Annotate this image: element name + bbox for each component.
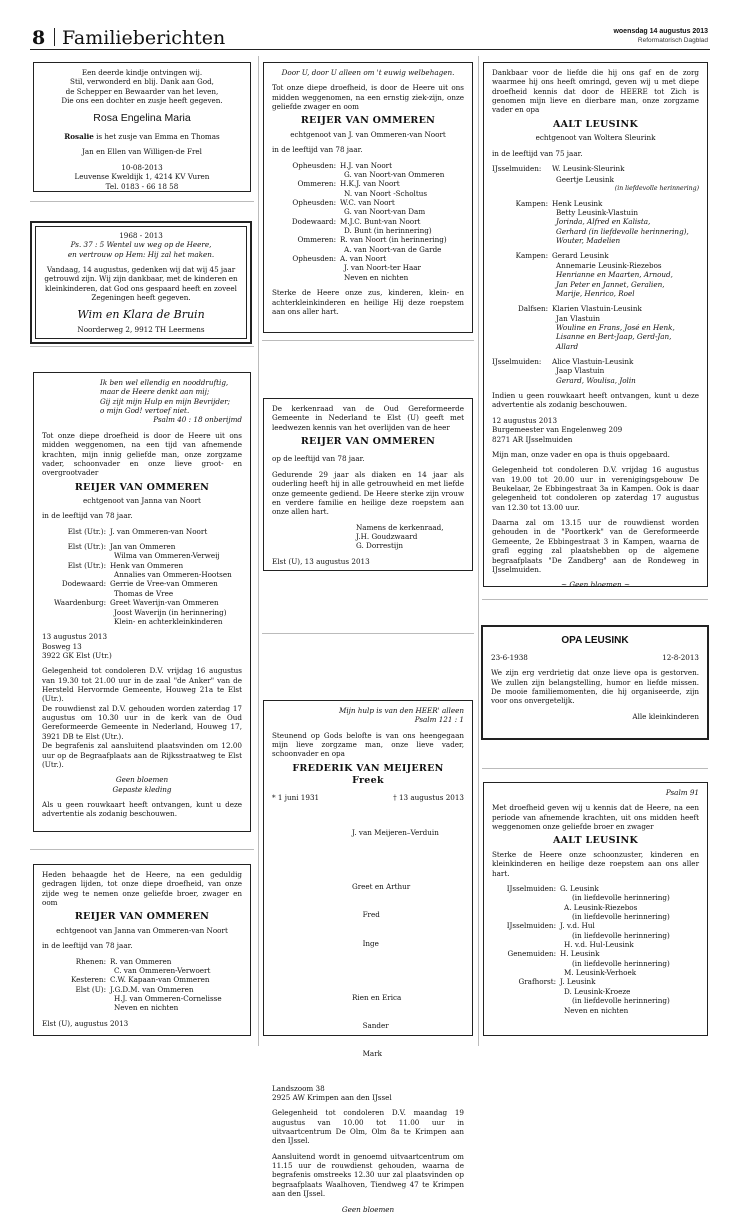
family-list: Opheusden: H.J. van Noort G. van Noort-van Ommeren Ommeren: H.K.J. van Noort N. van Noort -Scholtus Opheusden: W.C. van Noort G. van Noort-van Dam Dodewaard: M.J.C. Bunt-van Noort D. Bunt (in herinnering) Ommeren: R. van Noort (in herinnering) A. van Noort-van de Garde Opheusden: A. van Noort J. van Noort-ter Haar Neven en nichten [272,161,464,283]
rule [482,768,708,769]
home-note: Mijn man, onze vader en opa is thuis opgebaard. [492,449,670,459]
family-row: IJsselmuiden: Alice Vlastuin-Leusink [492,357,634,367]
family-row: Opheusden: A. van Noort [292,254,387,264]
family-row: Kampen: Gerard Leusink [515,251,609,261]
deceased-name: FREDERIK VAN MEIJEREN [292,762,444,774]
footer: Elst (U), 13 augustus 2013 [272,556,370,566]
street: Burgemeester van Engelenweg 209 [492,425,623,435]
rule [262,340,474,341]
years: 1968 - 2013 [119,231,163,240]
verse: Psalm 91 [665,788,699,797]
deceased-name: REIJER VAN OMMEREN [300,436,436,448]
family-row: IJsselmuiden: G. Leusink [506,883,599,893]
closing: Sterke de Heere onze schoonzuster, kinderen en kleinkinderen en heilige deze roepstem aan ons aller hart. [492,849,699,878]
street: Bosweg 13 [42,641,82,651]
spouse: echtgenoot van Janna van Ommeren-van Noort [56,925,228,935]
dress-note: Gepaste kleding [112,784,172,794]
city: 8271 AR IJsselmuiden [492,434,573,444]
deceased-name: OPA LEUSINK [561,635,629,646]
verse-reference: Psalm 40 : 18 onberijmd [153,415,242,425]
intro: Steunend op Gods belofte is van ons heengegaan mijn lieve zorgzame man, onze lieve vader, schoonvader en opa [272,730,464,759]
column-rule-1 [258,56,259,1046]
verse-reference: Psalm 121 : 1 [414,715,464,725]
deceased-name: REIJER VAN OMMEREN [74,481,210,493]
column-rule-2 [478,56,479,1046]
paper-name: Reformatorisch Dagblad [637,37,708,44]
nickname: Freek [352,775,384,787]
family-row: Elst (Utr.): Henk van Ommeren [67,560,184,570]
obituary-church-council [263,398,473,571]
deceased-name: AALT LEUSINK [552,835,639,847]
rule [30,201,254,202]
burial-info: De begrafenis zal aansluitend plaatsvinden om 12.00 uur op de Begraafplaats aan de Rijksstraatweg te Elst (Utr.). [42,741,242,769]
deceased-name: REIJER VAN OMMEREN [74,911,210,923]
page-header [30,24,710,50]
death-date: † 13 augustus 2013 [393,793,464,803]
family-row: Elst (Utr.): Jan van Ommeren [67,542,176,552]
family-list: IJsselmuiden: G. Leusink (in liefdevolle herinnering) A. Leusink-Riezebos (in liefdevolle herinnering) IJsselmuiden: J. v.d. Hul (in liefdevolle herinnering) H. v.d. Hul-Leusink Genemuiden: H. Leusink (in liefdevolle herinnering) M. Leusink-Verhoek Grafhorst: J. Leusink D. Leusink-Kroeze (in liefdevolle herinnering) Neven en nichten [492,884,699,1015]
street: Landszoom 38 [272,1083,325,1093]
city: 2925 AW Krimpen aan den IJssel [272,1092,392,1102]
footer: Elst (U), augustus 2013 [42,1018,129,1028]
family-row: Genemuiden: H. Leusink [507,949,600,959]
intro: Een deerde kindje ontvingen wij. Stil, verwonderd en blij. Dank aan God, de Schepper en Bewaarder van het leven, Die ons een dochter en zusje heeft gegeven. [61,68,223,106]
city: 3922 GK Elst (Utr.) [42,650,112,660]
baby-name: Rosa Engelina Maria [93,112,191,125]
obituary-frederik [263,700,473,1214]
family-row: IJsselmuiden: J. v.d. Hul [506,921,595,931]
section-title: Familieberichten [62,27,226,49]
intro: Tot onze diepe droefheid, is door de Heere uit ons midden weggenomen, na een ernstig ziek-zijn, onze geliefde zwager en oom [272,83,464,112]
family-list: J. van Meijeren–Verduin Greet en Arthur Fred Inge Rien en Erica Sander Mark [352,827,439,1059]
service-info: Aansluitend wordt in genoemd uitvaartcentrum om 11.15 uur de rouwdienst gehouden, waarna de begrafenis omstreeks 12.30 uur zal plaatsvinden op begraafplaats Waalhoven, Tiendweg 47 te Krimpen aan den IJssel. [272,1151,464,1199]
family-row: Grafhorst: J. Leusink [518,977,596,987]
family-row: Ommeren: R. van Noort (in herinnering) [297,235,447,245]
intro: Heden behaagde het de Heere, na een geduldig gedragen lijden, tot onze diepe droefheid, van onze zijde weg te nemen onze geliefde broer, zwager en oom [42,870,242,908]
verse-line: Ps. 37 : 5 Wentel uw weg op de Heere, [70,240,212,250]
death-date: 12-8-2013 [662,653,699,662]
verse: Door U, door U alleen om 't euwig welbehagen. [281,68,455,77]
family-row: Ommeren: H.K.J. van Noort [297,179,400,189]
couple-name: Wim en Klara de Bruin [77,307,205,321]
date: 13 augustus 2013 [42,632,108,642]
verse-line: en vertrouw op Hem: Hij zal het maken. [67,249,215,259]
address: Noorderweg 2, 9912 TH Leermens [77,324,205,334]
age: in de leeftijd van 78 jaar. [42,941,133,951]
obituary-opa-leusink [481,625,709,740]
sister-line: Rosalie is het zusje van Emma en Thomas [64,132,220,142]
obituary-aalt-family [483,62,708,590]
family-row: Rhenen: R. van Ommeren [75,956,172,966]
header-divider [54,28,55,46]
signature: Alle kleinkinderen [632,711,699,721]
family-row: Opheusden: H.J. van Noort [292,160,392,170]
rule [262,633,474,634]
dates [272,793,464,802]
intro: Tot onze diepe droefheid is door de Heere uit ons midden weggenomen, na een tijd van afnemende krachten, mijn innig geliefde man, onze zorgzame vader, schoonvader en onze lieve groot- en overgrootvader [42,430,242,478]
obituary-aalt-siblings [483,782,708,1036]
spouse: echtgenoot van Woltera Sleurink [535,133,656,143]
family-list: Rhenen: R. van Ommeren C. van Ommeren-Verwoert Kesteren: C.W. Kapaan-van Ommeren Elst (U): J.G.D.M. van Ommeren H.J. van Ommeren-Cornelisse Neven en nichten [42,957,242,1013]
birth-date: 23-6-1938 [491,653,528,662]
flowers-note: ~ Geen bloemen ~ [561,580,630,590]
flowers-note: Geen bloemen [115,775,169,785]
condolence-info: Gelegenheid tot condoleren D.V. vrijdag 16 augustus van 19.00 tot 20.00 uur in verenigingsgebouw De Beukelaar, 2e Ebbingestraat 3a in Kampen. Ook is daar gelegenheid tot condoleren op zaterdag 17 augustus van 12.30 tot 13.00 uur. [492,465,699,512]
family-row: IJsselmuiden: W. Leusink-Sleurink [492,163,625,173]
family-row: Elst (Utr.): J. van Ommeren-van Noort [67,526,208,536]
closing: Sterke de Heere onze zus, kinderen, klein- en achterkleinkinderen en heilige Hij deze roepstem aan ons aller hart. [272,288,464,316]
service-info: Daarna zal om 13.15 uur de rouwdienst worden gehouden in de "Poortkerk" van de Gereformeerde Gemeente, 2e Ebbingestraat 3 in Kampen, waarna de grafl egging zal plaatshebben op de algemene begraafplaats "De Zandberg" aan de Rondeweg in IJsselmuiden. [492,518,699,574]
birth-date: 10-08-2013 [121,162,163,172]
obituary-reijer-siblings [33,864,251,1036]
family-row: Dodewaard: M.J.C. Bunt-van Noort [291,216,421,226]
page-number: 8 [32,27,46,49]
text: We zijn erg verdrietig dat onze lieve opa is gestorven. We zullen zijn belangstelling, humor en liefde missen. De mooie familiemomenten, die hij organiseerde, zijn voor ons onvergetelijk. [491,668,699,706]
family-row: Kesteren: C.W. Kapaan-van Ommeren [70,975,210,985]
parents: Jan en Ellen van Willigen-de Frel [81,147,202,157]
issue-date: woensdag 14 augustus 2013 [613,28,708,35]
anniversary-announcement [30,221,252,344]
family-list: IJsselmuiden: W. Leusink-Sleurink Geertje Leusink (in liefdevolle herinnering) Kampen: Henk Leusink Betty Leusink-Vlastuin Jorinda, Alfred en Kalista, Gerhard (in liefdevolle herinnering), Wouter, Madelien Kampen: Gerard Leusink Annemarie Leusink-Riezebos Henrianne en Maarten, Arnoud, Jan Peter en Jannet, Geralien, Marije, Henrico, Roel Dalfsen: Klarien Vlastuin-Leusink Jan Vlastuin Wouline en Frans, José en Henk, Lisanne en Bert-Jaap, Gerd-Jan, Allard IJsselmuiden: Alice Vlastuin-Leusink Jaap Vlastuin Gerard, Woulisa, Jolin [492,163,699,385]
deceased-name: REIJER VAN OMMEREN [300,115,436,127]
grandchildren: Klein- en achterkleinkinderen [114,616,223,626]
family-row: Dodewaard: Gerrie de Vree-van Ommeren [61,579,218,589]
age: in de leeftijd van 78 jaar. [272,145,363,155]
verse: Mijn hulp is van den HEER' alleen [339,706,464,715]
text: Vandaag, 14 augustus, gedenken wij dat wij 45 jaar getrouwd zijn. Wij zijn dankbaar, met de kinderen en kleinkinderen, dat God ons gespaard heeft en zoveel Zegeningen heeft gegeven. [44,265,238,303]
age: op de leeftijd van 78 jaar. [272,454,365,464]
age: in de leeftijd van 75 jaar. [492,148,583,158]
service-info: De rouwdienst zal D.V. gehouden worden zaterdag 17 augustus om 10.30 uur in de kerk van de Oud Gereformeerde Gemeente in Nederland, Houweg 17, 3921 DB te Elst (Utr.). [42,703,242,741]
intro: Dankbaar voor de liefde die hij ons gaf en de zorg waarmee hij ons heeft omringd, geven wij u met diepe droefheid kennis dat door de HEERE tot Zich is genomen mijn lieve en dierbare man, onze zorgzame vader en opa [492,68,699,115]
family-row: Waardenburg: Greet Waverijn-van Ommeren [54,598,219,608]
spouse: echtgenoot van Janna van Noort [83,495,201,505]
family-row: Kampen: Henk Leusink [515,198,603,208]
text: Gedurende 29 jaar als diaken en 14 jaar als ouderling heeft hij in alle getrouwheid en met liefde onze gemeente gediend. De Heere sterke zijn vrouw en verdere familie en heilige deze roepstem aan onze allen hart. [272,469,464,517]
intro: Met droefheid geven wij u kennis dat de Heere, na een periode van afnemende krachten, uit ons midden heeft weggenomen onze geliefde broer en zwager [492,803,699,832]
telephone: Tel. 0183 - 66 18 58 [105,181,179,191]
no-card-note: Indien u geen rouwkaart heeft ontvangen, kunt u deze advertentie als zodanig beschouwen. [492,391,699,410]
family-row: Opheusden: W.C. van Noort [292,197,395,207]
birth-announcement [33,62,251,192]
condolence-info: Gelegenheid tot condoleren D.V. vrijdag 16 augustus van 19.30 tot 21.00 uur in de zaal "de Anker" van de Hersteld Hervormde Gemeente, Houweg 21a te Elst (Utr.). [42,666,242,704]
rule [30,346,254,347]
birth-date: * 1 juni 1931 [272,793,320,803]
address: Leuvense Kweldijk 1, 4214 KV Vuren [74,172,210,182]
dates [491,653,699,662]
closing: Als u geen rouwkaart heeft ontvangen, kunt u deze advertentie als zodanig beschouwen. [42,800,242,819]
condolence-info: Gelegenheid tot condoleren D.V. maandag 19 augustus van 10.00 tot 11.00 uur in uitvaartcentrum De Olm, Olm 8a te Krimpen aan den IJssel. [272,1108,464,1146]
obituary-reijer-inlaws [263,62,473,333]
obituary-reijer-family [33,372,251,832]
intro: De kerkenraad van de Oud Gereformeerde Gemeente in Nederland te Elst (U) geeft met leedwezen kennis van het overlijden van de heer [272,404,464,432]
date: 12 augustus 2013 [492,415,558,425]
spouse: echtgenoot van J. van Ommeren-van Noort [290,129,446,139]
flowers-note: Geen bloemen [341,1204,395,1214]
family-list: Elst (Utr.): J. van Ommeren-van Noort Elst (Utr.): Jan van Ommeren Wilma van Ommeren-Verweij Elst (Utr.): Henk van Ommeren Annalies van Ommeren-Hootsen Dodewaard: Gerrie de Vree-van Ommeren Thomas de Vree Waardenburg: Greet Waverijn-van Ommeren Joost Waverijn (in herinnering) Klein- en achterkleinkinderen [42,527,242,627]
family-row: Elst (U): J.G.D.M. van Ommeren [75,984,194,994]
deceased-name: AALT LEUSINK [552,118,639,130]
rule [482,599,708,600]
verse: Ik ben wel ellendig en nooddruftig, maar de Heere denkt aan mij; Gij zijt mijn Hulp en mijn Bevrijder; o mijn God! vertoef niet. [100,378,231,416]
family-row: Dalfsen: Klarien Vlastuin-Leusink [518,304,642,314]
rule [30,849,254,850]
age: in de leeftijd van 78 jaar. [42,511,133,521]
signature: Namens de kerkenraad, J.H. Goudzwaard G. Dorrestijn [356,522,444,551]
